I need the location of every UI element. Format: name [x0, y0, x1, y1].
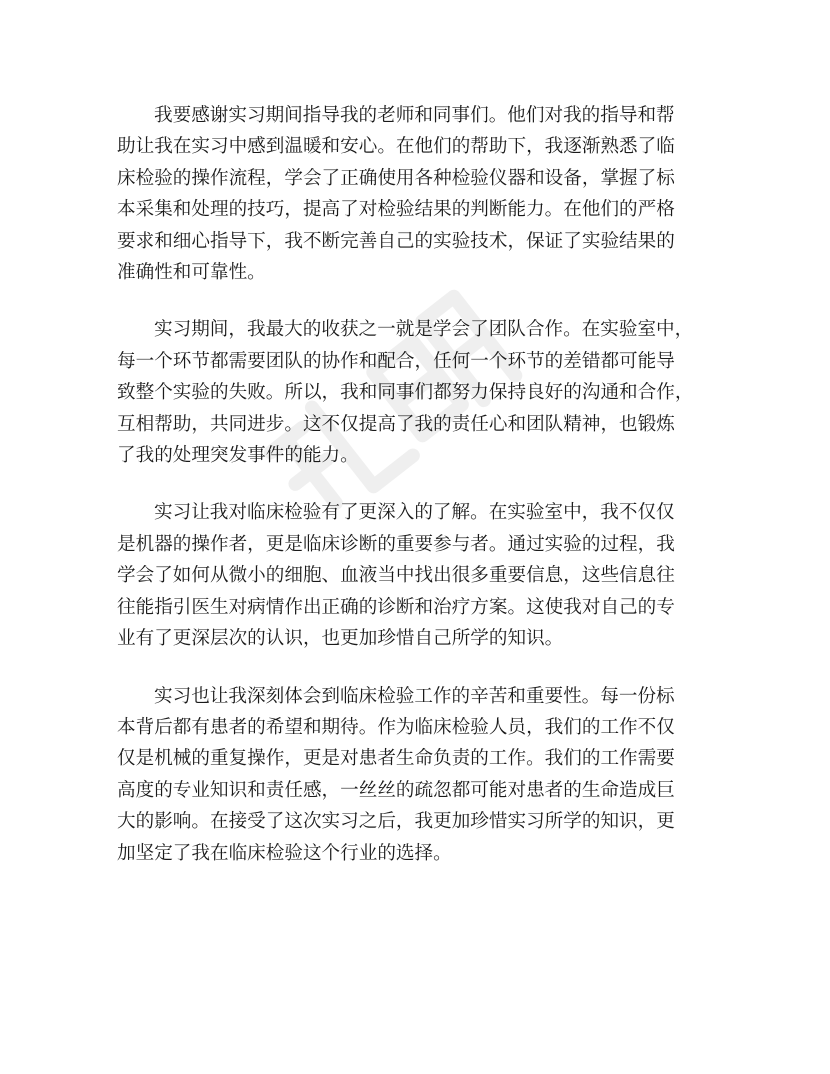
- text-line: 要求和细心指导下，我不断完善自己的实验技术，保证了实验结果的: [117, 230, 675, 252]
- text-line: 实习让我对临床检验有了更深入的了解。在实验室中，我不仅仅: [154, 502, 675, 524]
- text-line: 互相帮助，共同进步。这不仅提高了我的责任心和团队精神，也锻炼: [117, 413, 675, 435]
- text-line: 了我的处理突发事件的能力。: [117, 445, 359, 467]
- text-line: 是机器的操作者，更是临床诊断的重要参与者。通过实验的过程，我: [117, 533, 675, 555]
- document-body: [117, 100, 717, 895]
- text-line: 本背后都有患者的希望和期待。作为临床检验人员，我们的工作不仅: [117, 716, 675, 738]
- text-line: 每一个环节都需要团队的协作和配合，任何一个环节的差错都可能导: [117, 350, 675, 372]
- text-line: 实习也让我深刻体会到临床检验工作的辛苦和重要性。每一份标: [154, 685, 675, 707]
- text-line: 实习期间，我最大的收获之一就是学会了团队合作。在实验室中，: [154, 319, 694, 341]
- text-line: 致整个实验的失败。所以，我和同事们都努力保持良好的沟通和合作，: [117, 382, 694, 404]
- paragraph-2: [117, 314, 717, 471]
- paragraph-4: [117, 681, 717, 869]
- text-line: 本采集和处理的技巧，提高了对检验结果的判断能力。在他们的严格: [117, 199, 675, 221]
- text-line: 高度的专业知识和责任感，一丝丝的疏忽都可能对患者的生命造成巨: [117, 779, 675, 801]
- text-line: 床检验的操作流程，学会了正确使用各种检验仪器和设备，掌握了标: [117, 167, 675, 189]
- text-line: 大的影响。在接受了这次实习之后，我更加珍惜实习所学的知识，更: [117, 811, 675, 833]
- text-line: 往能指引医生对病情作出正确的诊断和治疗方案。这使我对自己的专: [117, 596, 675, 618]
- text-line: 助让我在实习中感到温暖和安心。在他们的帮助下，我逐渐熟悉了临: [117, 136, 675, 158]
- paragraph-1: [117, 100, 717, 288]
- text-line: 学会了如何从微小的细胞、血液当中找出很多重要信息，这些信息往: [117, 565, 675, 587]
- text-line: 加坚定了我在临床检验这个行业的选择。: [117, 842, 452, 864]
- text-line: 我要感谢实习期间指导我的老师和同事们。他们对我的指导和帮: [154, 105, 675, 126]
- paragraph-3: [117, 497, 717, 654]
- text-line: 仅是机械的重复操作，更是对患者生命负责的工作。我们的工作需要: [117, 748, 675, 770]
- text-line: 准确性和可靠性。: [117, 262, 266, 284]
- text-line: 业有了更深层次的认识，也更加珍惜自己所学的知识。: [117, 628, 564, 650]
